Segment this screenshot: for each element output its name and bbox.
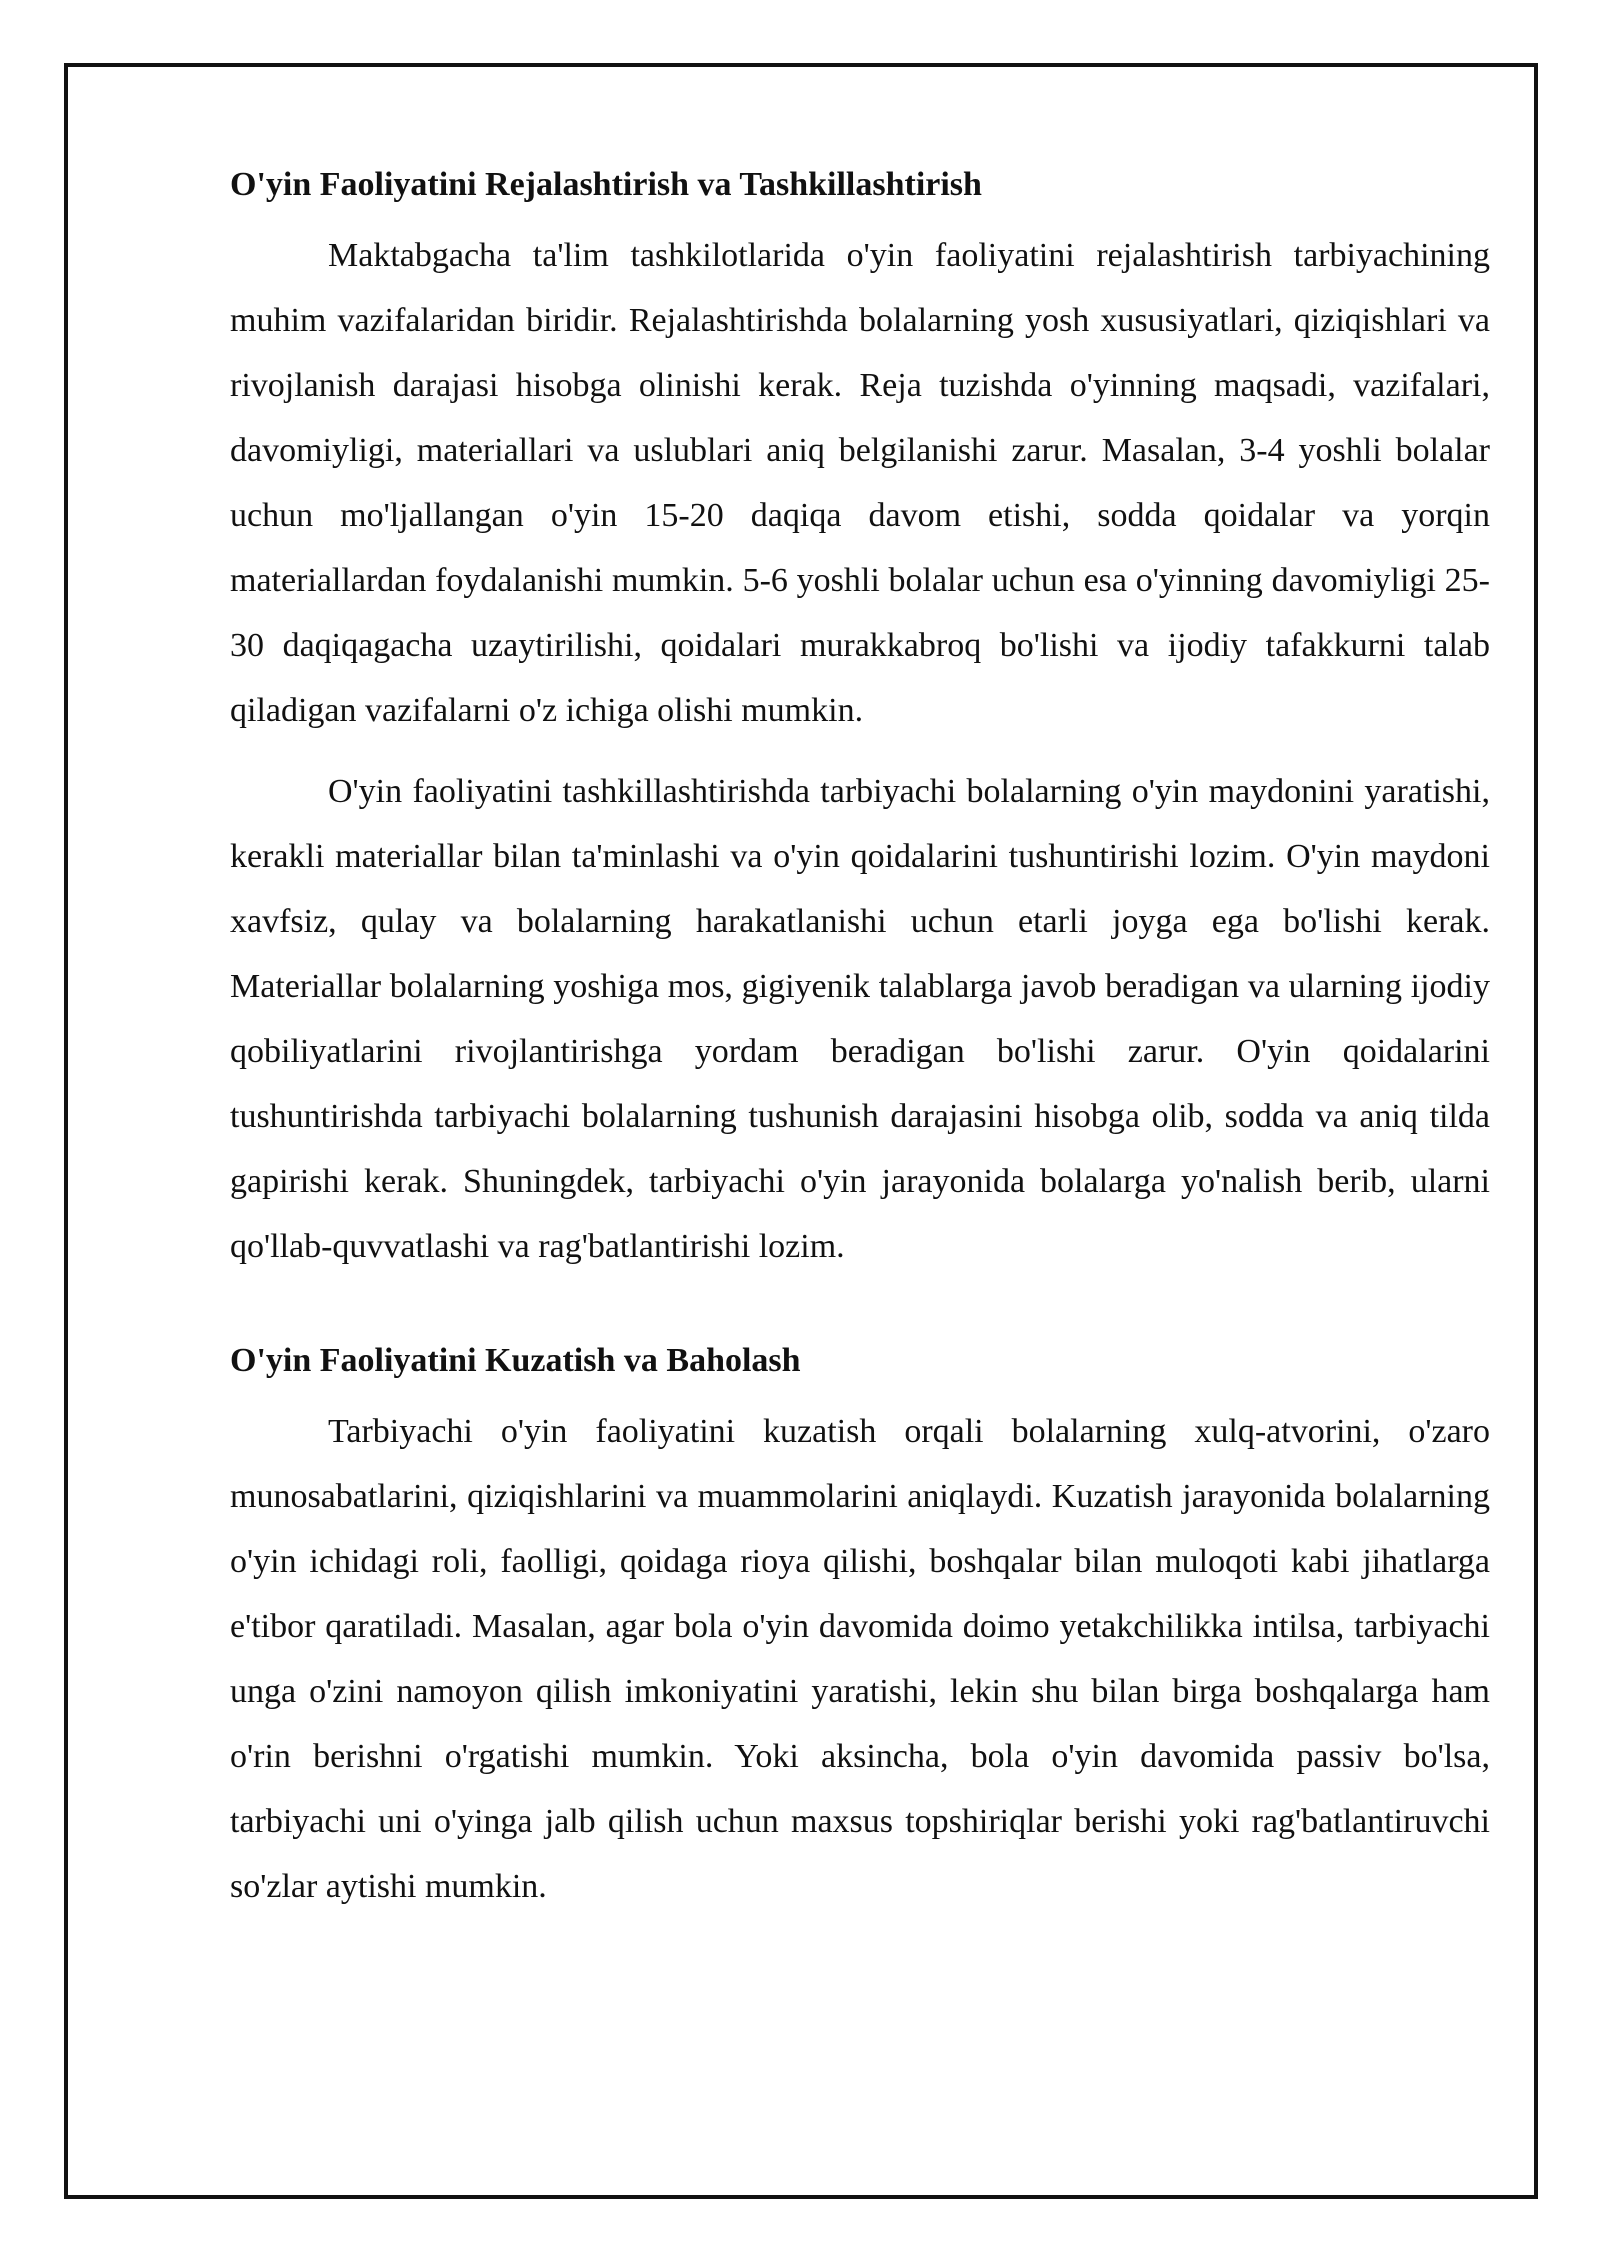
paragraph-organization: O'yin faoliyatini tashkillashtirishda tarbiyachi bolalarning o'yin maydonini yaratishi, kerakli materiallar bilan ta'minlashi va o'yin qoidalarini tushuntirishi lozim. O'yin maydoni xavfsiz, qulay va bolalarning harakatlanishi uchun etarli joyga ega bo'lishi kerak. Materiallar bolalarning yoshiga mos, gigiyenik talablarga javob beradigan va ularning ijodiy qobiliyatlarini rivojlantirishga yordam beradigan bo'lishi zarur. O'yin qoidalarini tushuntirishda tarbiyachi bolalarning tushunish darajasini hisobga olib, sodda va aniq tilda gapirishi kerak. Shuningdek, tarbiyachi o'yin jarayonida bolalarga yo'nalish berib, ularni qo'llab-quvvatlashi va rag'batlantirishi lozim. (230, 773, 1490, 1265)
paragraph-observation: Tarbiyachi o'yin faoliyatini kuzatish orqali bolalarning xulq-atvorini, o'zaro munosabatlarini, qiziqishlarini va muammolarini aniqlaydi. Kuzatish jarayonida bolalarning o'yin ichidagi roli, faolligi, qoidaga rioya qilishi, boshqalar bilan muloqoti kabi jihatlarga e'tibor qaratiladi. Masalan, agar bola o'yin davomida doimo yetakchilikka intilsa, tarbiyachi unga o'zini namoyon qilish imkoniyatini yaratishi, lekin shu bilan birga boshqalarga ham o'rin berishni o'rgatishi mumkin. Yoki aksincha, bola o'yin davomida passiv bo'lsa, tarbiyachi uni o'yinga jalb qilish uchun maxsus topshiriqlar berishi yoki rag'batlantiruvchi so'zlar aytishi mumkin. (230, 1413, 1490, 1905)
document-body (230, 165, 1490, 1919)
section-heading-planning: O'yin Faoliyatini Rejalashtirish va Tashkillashtirish (230, 166, 982, 203)
paragraph-planning: Maktabgacha ta'lim tashkilotlarida o'yin faoliyatini rejalashtirish tarbiyachining muhim vazifalaridan biridir. Rejalashtirishda bolalarning yosh xususiyatlari, qiziqishlari va rivojlanish darajasi hisobga olinishi kerak. Reja tuzishda o'yinning maqsadi, vazifalari, davomiyligi, materiallari va uslublari aniq belgilanishi zarur. Masalan, 3-4 yoshli bolalar uchun mo'ljallangan o'yin 15-20 daqiqa davom etishi, sodda qoidalar va yorqin materiallardan foydalanishi mumkin. 5-6 yoshli bolalar uchun esa o'yinning davomiyligi 25-30 daqiqagacha uzaytirilishi, qoidalari murakkabroq bo'lishi va ijodiy tafakkurni talab qiladigan vazifalarni o'z ichiga olishi mumkin. (230, 237, 1490, 729)
section-heading-observation: O'yin Faoliyatini Kuzatish va Baholash (230, 1342, 801, 1379)
